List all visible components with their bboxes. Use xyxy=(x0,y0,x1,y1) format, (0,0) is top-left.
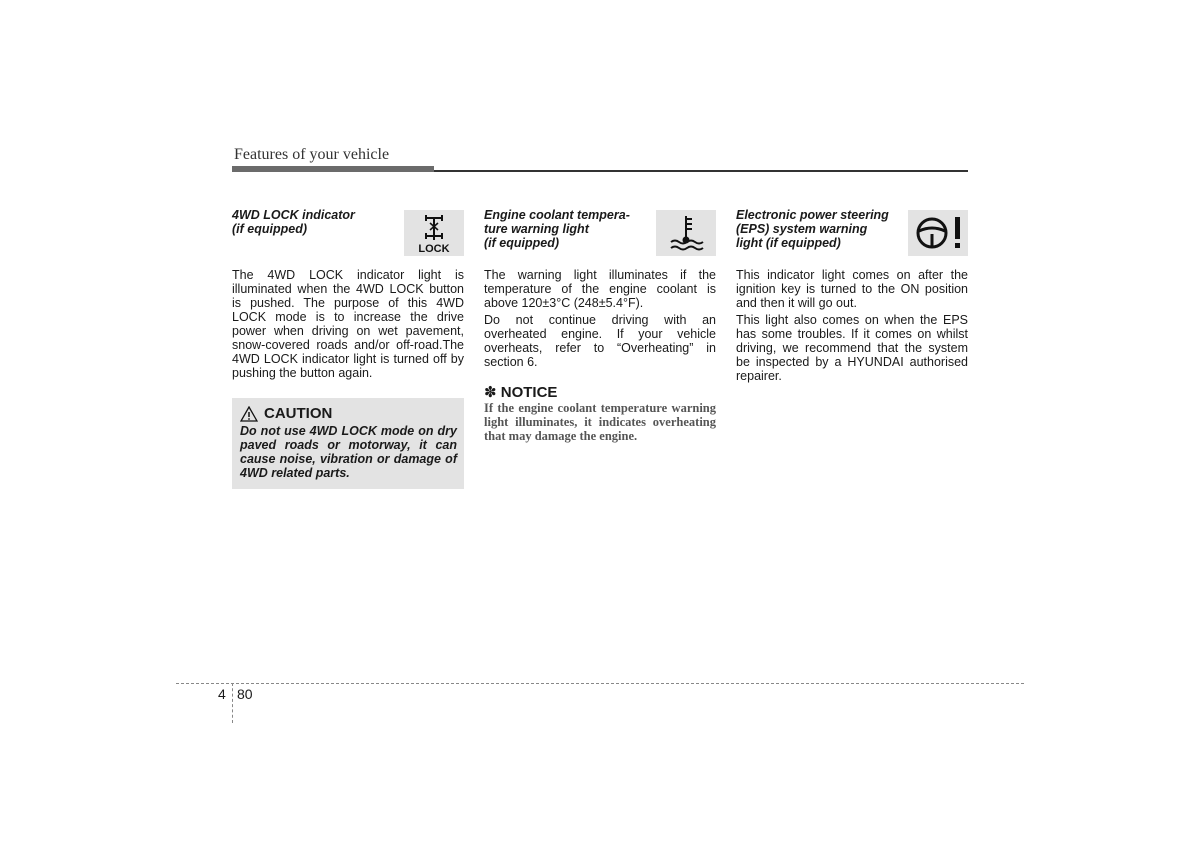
paragraph: Do not continue driving with an overheated engine. If your vehicle overheats, refer to “Overheating” in section 6. xyxy=(484,313,716,369)
section-4wd-lock xyxy=(232,207,464,489)
page-header-title: Features of your vehicle xyxy=(234,146,390,163)
eps-warning-icon xyxy=(908,210,968,256)
coolant-temperature-icon xyxy=(656,210,716,256)
notice-text: If the engine coolant temperature warning light illuminates, it indicates overheating that may damage the engine. xyxy=(484,401,716,443)
section-eps-warning xyxy=(736,207,968,386)
header-rule-thin xyxy=(434,170,968,172)
lock-icon-label: LOCK xyxy=(418,243,450,255)
section-body xyxy=(736,268,968,383)
paragraph: The warning light illuminates if the temperature of the engine coolant is above 120±3°C (248±5.4°F). xyxy=(484,268,716,310)
paragraph: The 4WD LOCK indicator light is illuminated when the 4WD LOCK button is pushed. The purpose of this 4WD LOCK mode is to increase the drive power when driving on wet pavement, snow-covered roads and/or off-road.The 4WD LOCK indicator light is turned off by pushing the button again. xyxy=(232,268,464,380)
caution-label: CAUTION xyxy=(264,405,333,422)
paragraph: This indicator light comes on after the ignition key is turned to the ON position and then it will go out. xyxy=(736,268,968,310)
4wd-lock-icon xyxy=(404,210,464,256)
caution-heading xyxy=(240,405,457,422)
section-body xyxy=(484,268,716,369)
warning-triangle-icon xyxy=(240,406,258,422)
section-header xyxy=(736,208,968,260)
section-header xyxy=(484,208,716,260)
caution-box xyxy=(232,398,464,489)
section-body xyxy=(232,268,464,380)
footer-divider xyxy=(232,683,233,723)
section-title: 4WD LOCK indicator (if equipped) xyxy=(232,208,355,236)
caution-text: Do not use 4WD LOCK mode on dry paved roads or motorway, it can cause noise, vibration or damage of 4WD related parts. xyxy=(240,424,457,480)
notice-heading: ✽ NOTICE xyxy=(484,384,558,401)
section-header xyxy=(232,208,464,260)
chapter-number: 4 xyxy=(218,686,226,702)
page-number: 80 xyxy=(237,686,253,702)
section-title: Electronic power steering (EPS) system warning light (if equipped) xyxy=(736,208,889,250)
footer-rule xyxy=(176,683,1024,684)
paragraph: This light also comes on when the EPS has some troubles. If it comes on whilst driving, we recommend that the system be inspected by a HYUNDAI authorised repairer. xyxy=(736,313,968,383)
section-engine-coolant xyxy=(484,207,716,443)
header-rule-thick xyxy=(232,166,434,172)
section-title: Engine coolant tempera- ture warning light (if equipped) xyxy=(484,208,630,250)
